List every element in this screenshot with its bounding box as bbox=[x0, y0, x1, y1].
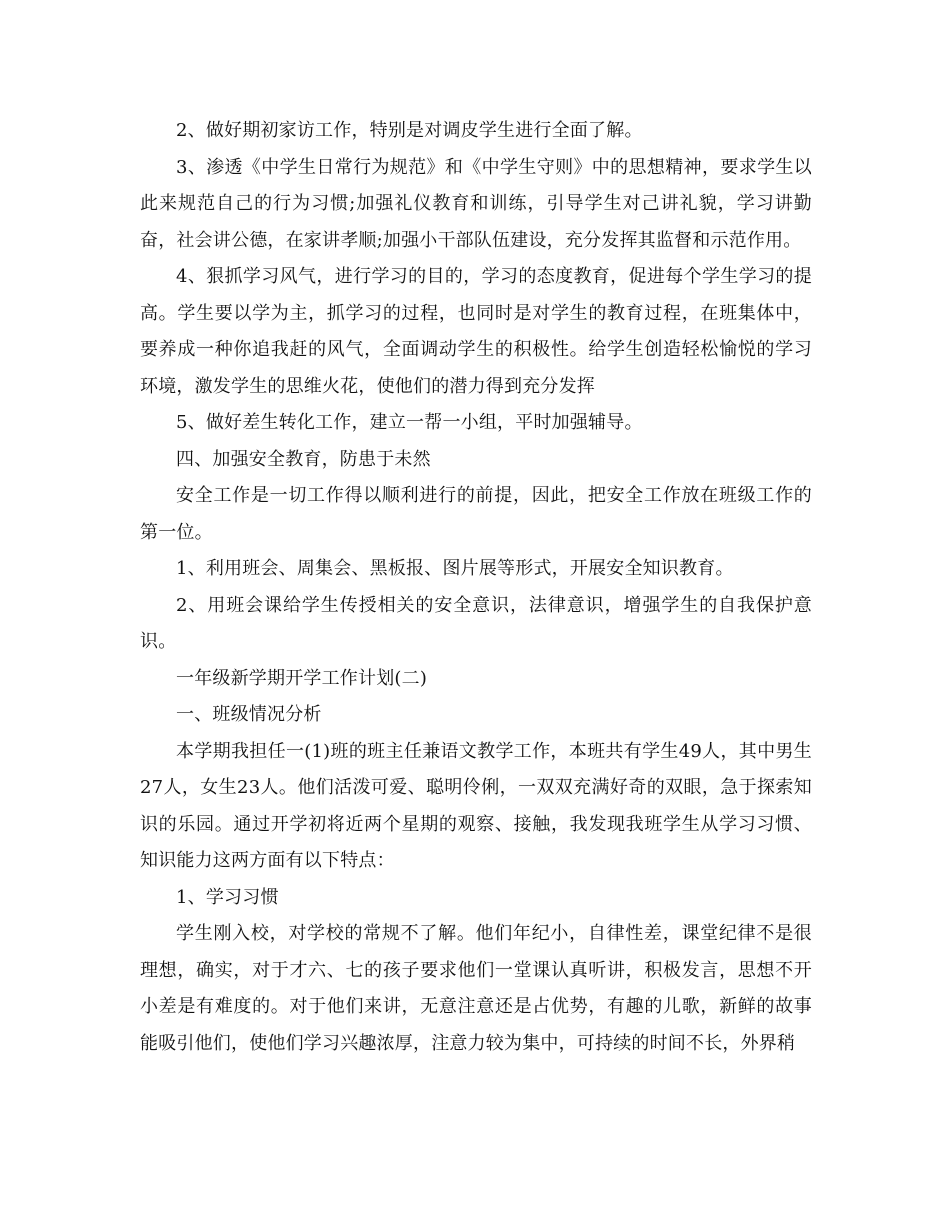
paragraph-underachiever-support: 5、做好差生转化工作，建立一帮一小组，平时加强辅导。 bbox=[176, 412, 643, 433]
paragraph-home-visits: 2、做好期初家访工作，特别是对调皮学生进行全面了解。 bbox=[176, 120, 643, 141]
paragraph-safety-awareness: 2、用班会课给学生传授相关的安全意识，法律意识，增强学生的自我保护意识。 bbox=[140, 594, 812, 652]
document-subtitle: 一年级新学期开学工作计划(二) bbox=[176, 667, 428, 689]
paragraph-behavior-norms: 3、渗透《中学生日常行为规范》和《中学生守则》中的思想精神，要求学生以此来规范自己的行为习惯;加强礼仪教育和训练，引导学生对己讲礼貌，学习讲勤奋，社会讲公德，在家讲孝顺;加强小干部队伍建设，充分发挥其监督和示范作用。 bbox=[140, 156, 812, 251]
paragraph-safety-priority: 安全工作是一切工作得以顺利进行的前提，因此，把安全工作放在班级工作的第一位。 bbox=[140, 485, 812, 543]
section-heading-class-analysis: 一、班级情况分析 bbox=[176, 704, 322, 725]
subheading-study-habits: 1、学习习惯 bbox=[176, 886, 279, 908]
paragraph-safety-activities: 1、利用班会、周集会、黑板报、图片展等形式，开展安全知识教育。 bbox=[176, 558, 734, 579]
paragraph-class-overview: 本学期我担任一(1)班的班主任兼语文教学工作，本班共有学生49人，其中男生27人，女生23人。他们活泼可爱、聪明伶俐，一双双充满好奇的双眼，急于探索知识的乐园。通过开学初将近两个星期的观察、接触，我发现我班学生从学习习惯、知识能力这两方面有以下特点： bbox=[140, 740, 812, 871]
paragraph-study-atmosphere: 4、狠抓学习风气，进行学习的目的，学习的态度教育，促进每个学生学习的提高。学生要以学为主，抓学习的过程，也同时是对学生的教育过程，在班集体中，要养成一种你追我赶的风气，全面调动学生的积极性。给学生创造轻松愉悦的学习环境，激发学生的思维火花，使他们的潜力得到充分发挥 bbox=[140, 266, 812, 397]
paragraph-study-habits: 学生刚入校，对学校的常规不了解。他们年纪小，自律性差，课堂纪律不是很理想，确实，对于才六、七的孩子要求他们一堂课认真听讲，积极发言，思想不开小差是有难度的。对于他们来讲，无意注意还是占优势，有趣的儿歌，新鲜的故事能吸引他们，使他们学习兴趣浓厚，注意力较为集中，可持续的时间不长，外界稍 bbox=[140, 923, 812, 1054]
document-body bbox=[140, 113, 812, 1062]
section-heading-safety: 四、加强安全教育，防患于未然 bbox=[176, 448, 431, 470]
